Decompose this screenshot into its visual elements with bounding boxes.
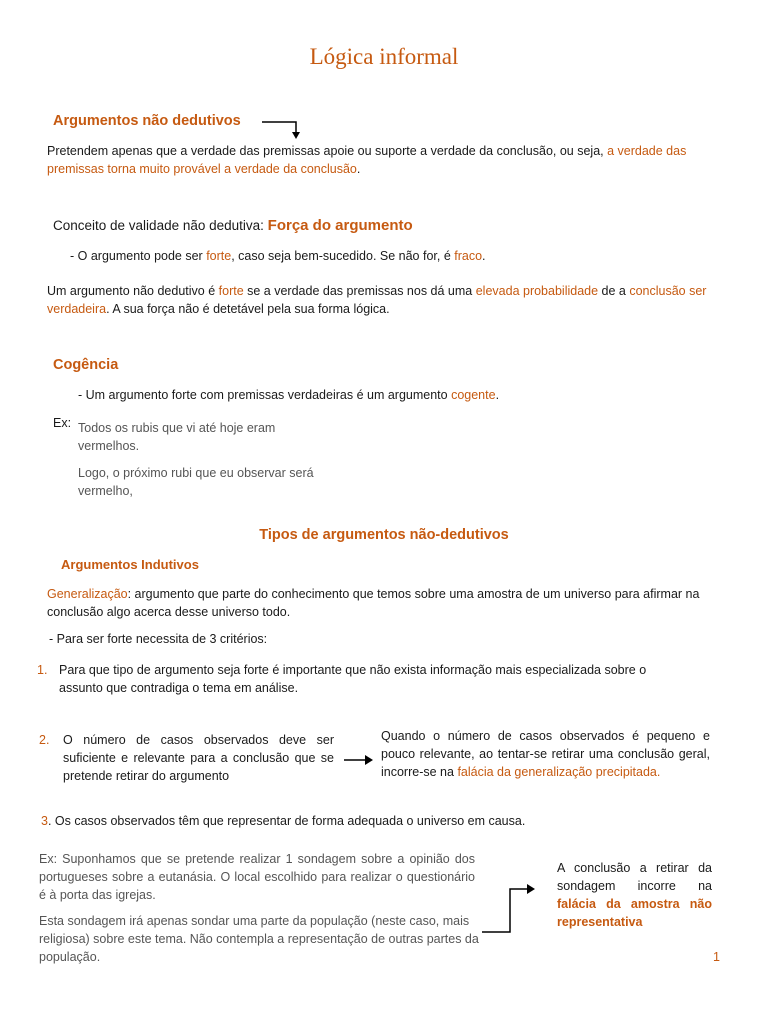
- definition-text: Pretendem apenas que a verdade das premissas apoie ou suporte a verdade da conclusão, ou seja,: [47, 144, 608, 158]
- criterion-1-number: 1.: [37, 663, 48, 677]
- arrow-down-icon: [262, 118, 302, 140]
- concept-highlight: Força do argumento: [267, 217, 413, 234]
- strength-text-a: - O argumento pode ser: [70, 249, 207, 263]
- criterion-1-text: Para que tipo de argumento seja forte é importante que não exista informação mais especializada sobre o assunto que contradiga o tema em análise.: [59, 663, 647, 695]
- term-generalizacao-precipitada: falácia da generalização precipitada.: [457, 765, 661, 779]
- example-survey-2: Esta sondagem irá apenas sondar uma parte da população (neste caso, mais religiosa) sobre este tema. Não contempla a representação de outras partes da população.: [39, 914, 479, 964]
- example-label: Ex:: [53, 416, 72, 430]
- criterion-3: [41, 812, 525, 830]
- cogente-line: [78, 386, 499, 404]
- definition-highlight: a verdade das premissas torna muito provável a verdade da conclusão: [47, 144, 687, 176]
- subheading-indutivos: Argumentos Indutivos: [61, 557, 199, 572]
- strength-text-b: , caso seja bem-sucedido. Se não for, é: [231, 249, 455, 263]
- term-elevada-probabilidade: elevada probabilidade: [475, 284, 599, 298]
- term-forte: forte: [206, 249, 232, 263]
- page-title: Lógica informal: [309, 44, 459, 69]
- strong-text-a: Um argumento não dedutivo é: [47, 284, 219, 298]
- heading-tipos: Tipos de argumentos não-dedutivos: [259, 527, 509, 543]
- example-conclusion: Logo, o próximo rubi que eu observar será vermelho,: [78, 466, 314, 498]
- criterion-2-note-text: Quando o número de casos observados é pequeno e pouco relevante, ao tentar-se retirar uma conclusão geral, incorre-se na: [381, 729, 710, 779]
- strength-line: [70, 247, 486, 265]
- heading-cogencia: Cogência: [53, 357, 119, 373]
- cogente-text-a: - Um argumento forte com premissas verdadeiras é um argumento: [78, 388, 452, 402]
- criterion-2-number: 2.: [39, 733, 50, 747]
- term-forte-2: forte: [218, 284, 244, 298]
- term-amostra-nao-representativa: falácia da amostra não representativa: [557, 897, 712, 929]
- strong-text-d: . A sua força não é detetável pela sua forma lógica.: [106, 302, 390, 316]
- strong-argument-paragraph: [47, 282, 715, 318]
- term-fraco: fraco: [454, 249, 483, 263]
- strength-text-c: .: [482, 249, 486, 263]
- generalization-paragraph: [47, 585, 715, 621]
- arrow-up-right-icon: [482, 882, 540, 934]
- criterion-2-note: [381, 727, 710, 781]
- term-cogente: cogente: [451, 388, 496, 402]
- criterion-3-number: 3: [41, 814, 48, 828]
- example-premise: Todos os rubis que vi até hoje eram vermelhos.: [78, 421, 276, 453]
- criterion-2-text: O número de casos observados deve ser suficiente e relevante para a conclusão que se pretende retirar do argumento: [63, 733, 334, 783]
- strong-text-b: se a verdade das premissas nos dá uma: [243, 284, 476, 298]
- example-survey-1: Ex: Suponhamos que se pretende realizar 1 sondagem sobre a opinião dos portugueses sobre a eutanásia. O local escolhido para realizar o questionário é à porta das igrejas.: [39, 852, 475, 902]
- definition-end: .: [356, 162, 361, 176]
- strong-text-c: de a: [598, 284, 630, 298]
- concept-line: [53, 217, 413, 234]
- term-generalizacao: Generalização: [47, 587, 128, 601]
- definition-paragraph: [47, 142, 715, 178]
- heading-argumentos-nao-dedutivos: Argumentos não dedutivos: [53, 113, 241, 129]
- cogente-text-b: .: [495, 388, 500, 402]
- criterion-3-text: . Os casos observados têm que representar de forma adequada o universo em causa.: [47, 814, 526, 828]
- survey-note-text: A conclusão a retirar da sondagem incorre na: [557, 861, 712, 893]
- concept-label: Conceito de validade não dedutiva:: [53, 218, 268, 233]
- arrow-right-icon: [344, 754, 374, 766]
- survey-note: [557, 859, 712, 931]
- term-conclusao-verdadeira: conclusão ser verdadeira: [47, 284, 707, 316]
- generalization-text: : argumento que parte do conhecimento que temos sobre uma amostra de um universo para afirmar na conclusão algo acerca desse universo todo.: [47, 587, 700, 619]
- page-number: 1: [713, 950, 720, 964]
- criteria-intro: - Para ser forte necessita de 3 critérios:: [49, 632, 268, 646]
